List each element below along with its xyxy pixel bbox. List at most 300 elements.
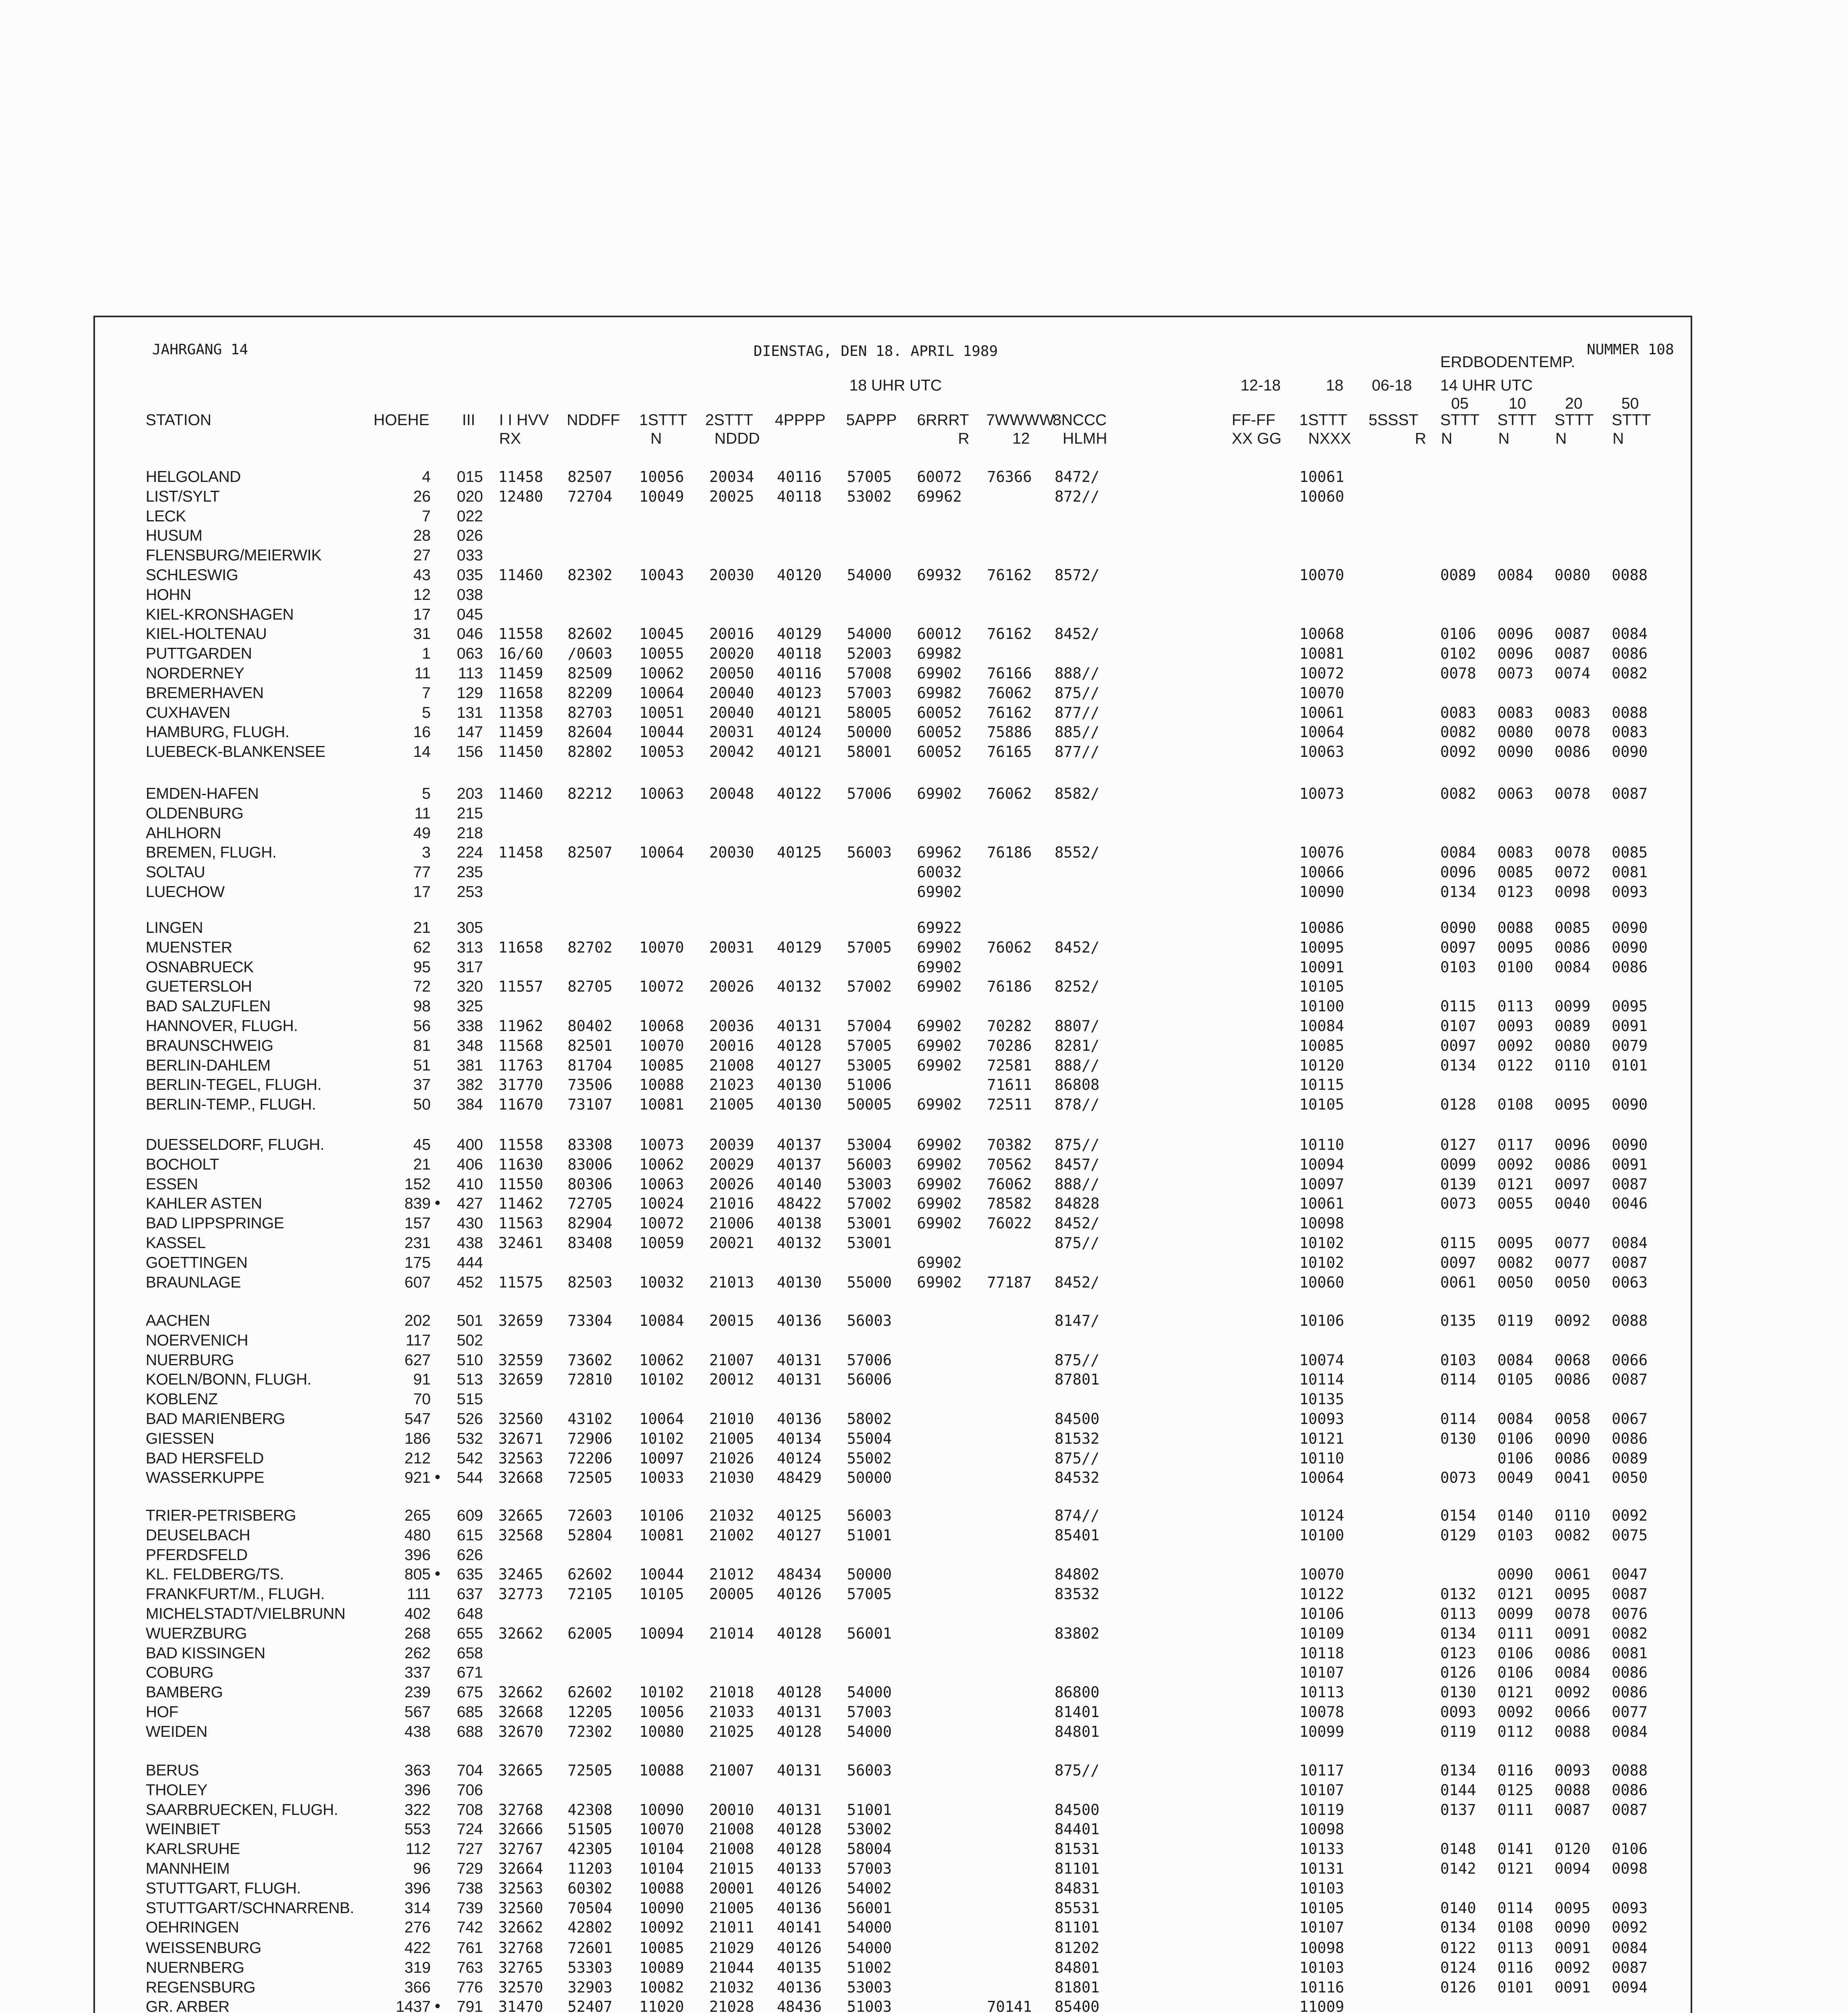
synop-code: 21032 [709,1507,754,1524]
r2-header: R [1415,430,1427,447]
synop-code: 8452/ [1055,939,1100,956]
synop-code: 10104 [639,1860,684,1877]
temp-18-code: 10070 [1299,1566,1344,1583]
station-hoehe: 175 [404,1254,431,1271]
station-hoehe: 16 [413,723,431,741]
station-hoehe: 17 [413,606,431,623]
soil-temp-code: 0084 [1612,1723,1648,1740]
synop-code: 10063 [639,1176,684,1193]
soil-temp-code: 0083 [1497,844,1534,861]
synop-code: 11020 [639,1998,684,2013]
synop-code: 69902 [917,665,962,682]
station-hoehe: 81 [413,1037,431,1054]
soil-temp-code: 0088 [1612,704,1648,721]
synop-code: 10102 [639,1684,684,1701]
station-iii: 384 [456,1096,483,1113]
station-iii: 131 [456,704,483,721]
synop-code: 40123 [777,684,822,702]
soil-temp-code: 0119 [1440,1723,1476,1740]
station-hoehe: 62 [413,939,431,956]
synop-code: 56001 [847,1899,892,1917]
station-hoehe: 337 [404,1664,431,1681]
station-iii: 253 [456,883,483,901]
soil-temp-code: 0093 [1497,1017,1534,1035]
soil-temp-code: 0086 [1612,1782,1648,1799]
station-iii: 224 [456,844,483,861]
synop-code: 21005 [709,1899,754,1917]
soil-temp-code: 0081 [1612,864,1648,881]
station-hoehe: 17 [413,883,431,901]
synop-code: 40130 [777,1076,822,1093]
station-hoehe: 152 [404,1176,431,1193]
synop-code: 10081 [639,1096,684,1113]
n50-header: N [1613,430,1624,447]
soil-temp-code: 0088 [1612,1312,1648,1329]
synop-code: 21014 [709,1625,754,1642]
synop-code: 85531 [1055,1899,1100,1917]
synop-code: 32563 [498,1450,543,1467]
n20-header: N [1555,430,1567,447]
synop-code: 8252/ [1055,978,1100,995]
station-name: FLENSBURG/MEIERWIK [146,547,322,564]
synop-code: 72581 [987,1057,1032,1074]
synop-code: 60052 [917,743,962,761]
soil-temp-code: 0096 [1497,625,1534,643]
synop-code: 20029 [709,1156,754,1173]
depth-05: 05 [1451,395,1469,412]
synop-code: 72704 [568,488,613,505]
soil-temp-code: 0078 [1555,844,1591,861]
soil-temp-code: 0077 [1612,1703,1648,1721]
soil-temp-code: 0088 [1555,1723,1591,1740]
soil-temp-code: 0124 [1440,1959,1476,1976]
station-name: BREMEN, FLUGH. [146,844,277,861]
station-name: HELGOLAND [146,468,241,486]
synop-code: 50000 [847,1469,892,1486]
synop-code: 21018 [709,1684,754,1701]
station-iii: 526 [456,1410,483,1428]
soil-temp-code: 0088 [1612,1762,1648,1779]
station-hoehe: 268 [404,1625,431,1642]
soil-temp-code: 0140 [1440,1899,1476,1917]
temp-18-code: 10074 [1299,1352,1344,1369]
synop-code: 877// [1055,743,1100,761]
station-name: MUENSTER [146,939,232,956]
synop-code: 70562 [987,1156,1032,1173]
station-iii: 615 [456,1527,483,1544]
station-iii: 215 [456,805,483,822]
soil-temp-code: 0095 [1497,939,1534,956]
synop-code: 11458 [498,468,543,486]
station-iii: 022 [456,508,483,525]
synop-code: 53003 [847,1176,892,1193]
synop-code: 82507 [568,468,613,486]
soil-temp-code: 0073 [1440,1469,1476,1486]
station-hoehe: 322 [404,1801,431,1819]
depth-50: 50 [1621,395,1639,412]
station-iii: 427 [456,1195,483,1212]
station-name: HUSUM [146,527,202,544]
mountain-station-mark: • [435,1194,441,1212]
temp-18-code: 10100 [1299,1527,1344,1544]
station-name: KAHLER ASTEN [146,1195,262,1212]
soil-temp-code: 0084 [1440,844,1476,861]
soil-temp-code: 0132 [1440,1585,1476,1603]
station-name: LUEBECK-BLANKENSEE [146,743,326,761]
soil-temp-code: 0081 [1612,1645,1648,1662]
synop-code: 69902 [917,978,962,995]
soil-temp-code: 0121 [1497,1684,1534,1701]
synop-code: 8582/ [1055,785,1100,802]
station-name: SAARBRUECKEN, FLUGH. [146,1801,338,1819]
synop-code: 72810 [568,1371,613,1388]
temp-18-code: 10121 [1299,1430,1344,1447]
synop-code: 40131 [777,1371,822,1388]
synop-code: 10043 [639,566,684,584]
synop-code: 21007 [709,1762,754,1779]
synop-code: 84532 [1055,1469,1100,1486]
synop-code: 72505 [568,1762,613,1779]
hoehe-header: HOEHE [374,411,429,429]
station-iii: 400 [456,1136,483,1153]
synop-code: 32570 [498,1979,543,1996]
station-name: OEHRINGEN [146,1919,239,1936]
synop-code: 21006 [709,1215,754,1232]
synop-code: 40126 [777,1880,822,1897]
synop-code: 77187 [987,1274,1032,1291]
station-iii: 658 [456,1645,483,1662]
synop-code: 69932 [917,566,962,584]
synop-code: 72206 [568,1450,613,1467]
temp-18-code: 10124 [1299,1507,1344,1524]
ffff-header: FF-FF [1232,411,1276,429]
soil-temp-code: 0090 [1497,743,1534,761]
soil-temp-code: 0093 [1555,1762,1591,1779]
synop-code: 40141 [777,1919,822,1936]
temp-18-code: 10133 [1299,1840,1344,1858]
synop-code: 40116 [777,665,822,682]
depth-20: 20 [1565,395,1583,412]
synop-code: 21023 [709,1076,754,1093]
synop-code: 8457/ [1055,1156,1100,1173]
station-iii: 708 [456,1801,483,1819]
soil-temp-code: 0113 [1497,998,1534,1015]
synop-code: 40138 [777,1215,822,1232]
temp-18-code: 10102 [1299,1234,1344,1252]
temp-18-code: 10135 [1299,1391,1344,1408]
station-hoehe: 4 [422,468,431,486]
synop-code: 10059 [639,1234,684,1252]
synop-code: 40124 [777,723,822,741]
synop-code: 60302 [568,1880,613,1897]
station-name: LIST/SYLT [146,488,220,505]
station-name: BAD LIPPSPRINGE [146,1215,284,1232]
synop-code: 69902 [917,1057,962,1074]
synop-code: 40135 [777,1959,822,1976]
synop-code: 10032 [639,1274,684,1291]
synop-code: 75886 [987,723,1032,741]
station-iii: 763 [456,1959,483,1976]
soil-temp-code: 0084 [1555,1664,1591,1681]
soil-temp-code: 0086 [1555,1156,1591,1173]
station-iii: 113 [458,665,483,682]
station-name: SCHLESWIG [146,566,238,584]
synop-code: 10082 [639,1979,684,1996]
station-iii: 724 [456,1821,483,1838]
temp-18-code: 10061 [1299,1195,1344,1212]
soil-temp-code: 0121 [1497,1176,1534,1193]
synop-code: 10044 [639,723,684,741]
synop-code: 21026 [709,1450,754,1467]
soil-temp-code: 0139 [1440,1176,1476,1193]
soil-temp-code: 0126 [1440,1979,1476,1996]
soil-temp-code: 0134 [1440,1625,1476,1642]
synop-code: 40130 [777,1274,822,1291]
synop-code: 69902 [917,1195,962,1212]
soil-temp-code: 0090 [1612,939,1648,956]
temp-18-code: 10070 [1299,566,1344,584]
station-iii: 648 [456,1605,483,1622]
synop-code: 54002 [847,1880,892,1897]
sttt50-header: STTT [1612,411,1651,429]
temp-18-code: 10061 [1299,704,1344,721]
station-hoehe: 11 [414,805,431,822]
synop-code: 10062 [639,665,684,682]
temp-18-code: 10095 [1299,939,1344,956]
synop-code: 81704 [568,1057,613,1074]
synop-code: 10064 [639,844,684,861]
synop-code: 69902 [917,883,962,901]
synop-code: 51002 [847,1959,892,1976]
synop-code: 58001 [847,743,892,761]
synop-code: 82509 [568,665,613,682]
synop-code: 83802 [1055,1625,1100,1642]
synop-code: 40128 [777,1625,822,1642]
station-hoehe: 186 [404,1430,431,1447]
synop-code: 82503 [568,1274,613,1291]
soil-temp-code: 0108 [1497,1096,1534,1113]
station-name: NORDERNEY [146,665,244,682]
soil-temp-code: 0119 [1497,1312,1534,1329]
station-hoehe: 231 [404,1234,431,1252]
soil-temp-code: 0082 [1555,1527,1591,1544]
synop-code: 69902 [917,1037,962,1054]
soil-temp-code: 0113 [1497,1939,1534,1957]
temp-18-code: 10098 [1299,1215,1344,1232]
synop-code: 56003 [847,844,892,861]
station-iii: 156 [456,743,483,761]
temp-18-code: 11009 [1299,1998,1344,2013]
synop-code: 10070 [639,1821,684,1838]
soil-temp-code: 0072 [1555,864,1591,881]
station-iii: 739 [456,1899,483,1917]
synop-code: 73107 [568,1096,613,1113]
synop-code: 78582 [987,1195,1032,1212]
synop-code: 10090 [639,1801,684,1819]
station-hoehe: 43 [413,566,431,584]
synop-code: 40125 [777,844,822,861]
synop-code: 20010 [709,1801,754,1819]
sttt2-header: 2STTT [705,411,754,429]
station-hoehe: 363 [404,1762,431,1779]
station-hoehe: 314 [404,1899,431,1917]
synop-code: 20025 [709,488,754,505]
soil-temp-code: 0047 [1612,1566,1648,1583]
h18-header: 18 [1326,377,1344,394]
synop-code: 32768 [498,1801,543,1819]
soil-temp-code: 0116 [1497,1762,1534,1779]
synop-code: 21025 [709,1723,754,1740]
soil-temp-code: 0092 [1555,1312,1591,1329]
station-name: GIESSEN [146,1430,214,1447]
synop-code: 32671 [498,1430,543,1447]
station-iii: 776 [456,1979,483,1996]
synop-code: 10044 [639,1566,684,1583]
soil-temp-code: 0092 [1497,1703,1534,1721]
synop-code: 81202 [1055,1939,1100,1957]
date-title: DIENSTAG, DEN 18. APRIL 1989 [754,343,998,360]
soil-temp-code: 0084 [1612,1939,1648,1957]
synop-code: 11658 [498,939,543,956]
synop-code: 72705 [568,1195,613,1212]
synop-code: 51505 [568,1821,613,1838]
station-iii: 218 [456,825,483,842]
station-hoehe: 14 [413,743,431,761]
synop-code: 32662 [498,1919,543,1936]
synop-code: 10104 [639,1840,684,1858]
synop-code: 10056 [639,468,684,486]
synop-code: 11962 [498,1017,543,1035]
synop-code: 76062 [987,939,1032,956]
soil-temp-code: 0092 [1555,1684,1591,1701]
temp-18-code: 10110 [1299,1450,1344,1467]
station-hoehe: 70 [413,1391,431,1408]
soil-temp-code: 0083 [1555,704,1591,721]
soil-temp-code: 0130 [1440,1430,1476,1447]
synop-code: 40131 [777,1762,822,1779]
soil-temp-code: 0074 [1555,665,1591,682]
station-name: THOLEY [146,1782,208,1799]
synop-code: 53303 [568,1959,613,1976]
station-name: ESSEN [146,1176,198,1193]
station-iii: 020 [456,488,483,505]
soil-temp-code: 0093 [1440,1703,1476,1721]
soil-temp-code: 0091 [1555,1979,1591,1996]
station-name: LUECHOW [146,883,225,901]
station-iii: 742 [456,1919,483,1936]
synop-code: 11568 [498,1037,543,1054]
synop-code: 21005 [709,1096,754,1113]
synop-code: 20042 [709,743,754,761]
synop-code: 888// [1055,1057,1100,1074]
synop-code: 48434 [777,1566,822,1583]
synop-code: 76366 [987,468,1032,486]
synop-code: 40136 [777,1410,822,1428]
synop-code: 76162 [987,704,1032,721]
synop-code: 20039 [709,1136,754,1153]
soil-temp-code: 0088 [1497,919,1534,936]
wwww-header: 7WWWW [986,411,1054,429]
station-iii: 430 [456,1215,483,1232]
temp-18-code: 10097 [1299,1176,1344,1193]
soil-temp-code: 0046 [1612,1195,1648,1212]
synop-code: 51001 [847,1527,892,1544]
synop-code: 20034 [709,468,754,486]
synop-code: 52003 [847,645,892,662]
synop-code: 42802 [568,1919,613,1936]
synop-code: 20040 [709,684,754,702]
synop-code: 81532 [1055,1430,1100,1447]
soil-temp-code: 0084 [1497,1352,1534,1369]
synop-code: 72603 [568,1507,613,1524]
synop-code: 8552/ [1055,844,1100,861]
synop-code: 69902 [917,1017,962,1035]
soil-temp-code: 0115 [1440,998,1476,1015]
synop-code: 82212 [568,785,613,802]
synop-code: 40137 [777,1156,822,1173]
temp-18-code: 10072 [1299,665,1344,682]
soil-temp-code: 0077 [1555,1254,1591,1271]
synop-code: 11563 [498,1215,543,1232]
soil-temp-code: 0135 [1440,1312,1476,1329]
temp-18-code: 10105 [1299,978,1344,995]
xxgg-header: XX GG [1232,430,1282,447]
synop-code: 40136 [777,1312,822,1329]
station-iii: 544 [456,1469,483,1486]
synop-code: 20001 [709,1880,754,1897]
temp-18-code: 10073 [1299,785,1344,802]
synop-code: 11459 [498,665,543,682]
soil-temp-code: 0142 [1440,1860,1476,1877]
synop-code: 20005 [709,1585,754,1603]
synop-code: 81531 [1055,1840,1100,1858]
synop-code: 84500 [1055,1801,1100,1819]
soil-temp-code: 0090 [1612,1136,1648,1153]
station-name: KIEL-KRONSHAGEN [146,606,294,623]
soil-temp-code: 0097 [1440,1254,1476,1271]
synop-code: 874// [1055,1507,1100,1524]
temp-18-code: 10119 [1299,1801,1344,1819]
h1218-header: 12-18 [1241,377,1281,394]
station-iii: 626 [456,1546,483,1564]
synop-code: 52407 [568,1998,613,2013]
synop-code: 10064 [639,684,684,702]
soil-temp-code: 0087 [1612,1254,1648,1271]
soil-temp-code: 0087 [1555,645,1591,662]
station-name: FRANKFURT/M., FLUGH. [146,1585,325,1603]
synop-code: 48436 [777,1998,822,2013]
synop-code: 20031 [709,723,754,741]
station-hoehe: 7 [422,508,431,525]
synop-code: 71611 [987,1076,1032,1093]
temp-18-code: 10099 [1299,1723,1344,1740]
synop-code: 21015 [709,1860,754,1877]
soil-temp-code: 0066 [1555,1703,1591,1721]
soil-temp-code: 0088 [1555,1782,1591,1799]
soil-temp-code: 0089 [1612,1450,1648,1467]
synop-code: 11458 [498,844,543,861]
synop-code: 40121 [777,704,822,721]
station-name: NUERBURG [146,1352,234,1369]
station-iii: 129 [456,684,483,702]
synop-code: 72601 [568,1939,613,1957]
synop-code: 875// [1055,1136,1100,1153]
utc18-header: 18 UHR UTC [849,377,942,394]
station-hoehe: 28 [413,527,431,544]
station-hoehe: 262 [404,1645,431,1662]
temp-18-code: 10107 [1299,1919,1344,1936]
synop-code: 8452/ [1055,625,1100,643]
